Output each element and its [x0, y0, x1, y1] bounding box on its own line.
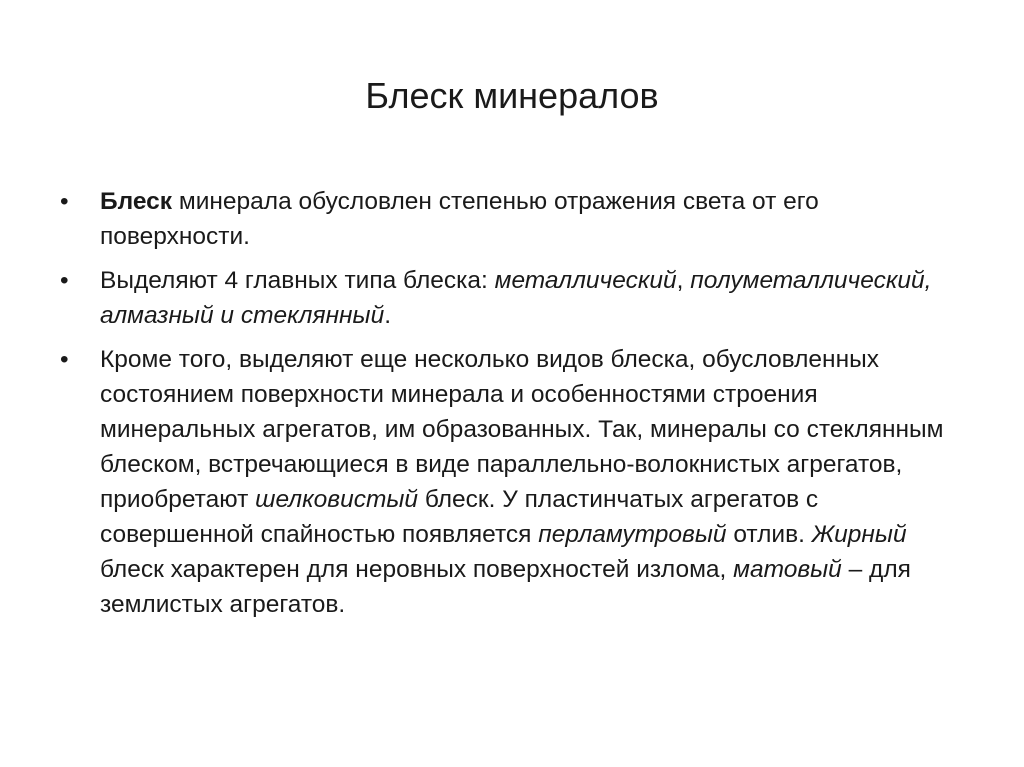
slide-title: Блеск минералов: [365, 75, 659, 116]
italic-term: металлический: [494, 267, 677, 294]
italic-term: матовый: [733, 556, 842, 583]
bullet-marker: •: [60, 346, 69, 373]
text-segment: блеск. У пластинчатых агрегатов с совершенной спайностью появляется: [100, 486, 819, 548]
bullet-item: [60, 263, 960, 333]
bullet-text: [100, 267, 931, 329]
text-segment: .: [384, 302, 392, 329]
text-segment: ,: [676, 267, 691, 294]
bullet-marker: •: [60, 188, 69, 215]
italic-term: шелковистый: [255, 486, 419, 513]
italic-term: перламутровый: [538, 521, 727, 548]
bold-term: Блеск: [100, 188, 173, 215]
bullet-marker: •: [60, 267, 69, 294]
text-segment: – для землистых агрегатов.: [100, 556, 911, 618]
bullet-list: [60, 184, 960, 631]
bullet-item: [60, 342, 960, 622]
text-segment: отлив.: [726, 521, 812, 548]
text-segment: Выделяют 4 главных типа блеска:: [100, 267, 495, 294]
italic-term: полуметаллический, алмазный и стеклянный: [100, 267, 932, 329]
bullet-text: [100, 346, 943, 618]
text-segment: минерала обусловлен степенью отражения света от его поверхности.: [100, 188, 819, 250]
text-segment: блеск характерен для неровных поверхностей излома,: [100, 556, 734, 583]
bullet-item: [60, 184, 960, 254]
bullet-text: [100, 188, 819, 250]
italic-term: Жирный: [811, 521, 907, 548]
text-segment: Кроме того, выделяют еще несколько видов блеска, обусловленных состоянием поверхности минерала и особенностями строения минеральных агрегатов, им образованных. Так, минералы со стеклянным блеском, встречающиеся в виде параллельно-волокнистых агрегатов, приобретают: [100, 346, 944, 513]
